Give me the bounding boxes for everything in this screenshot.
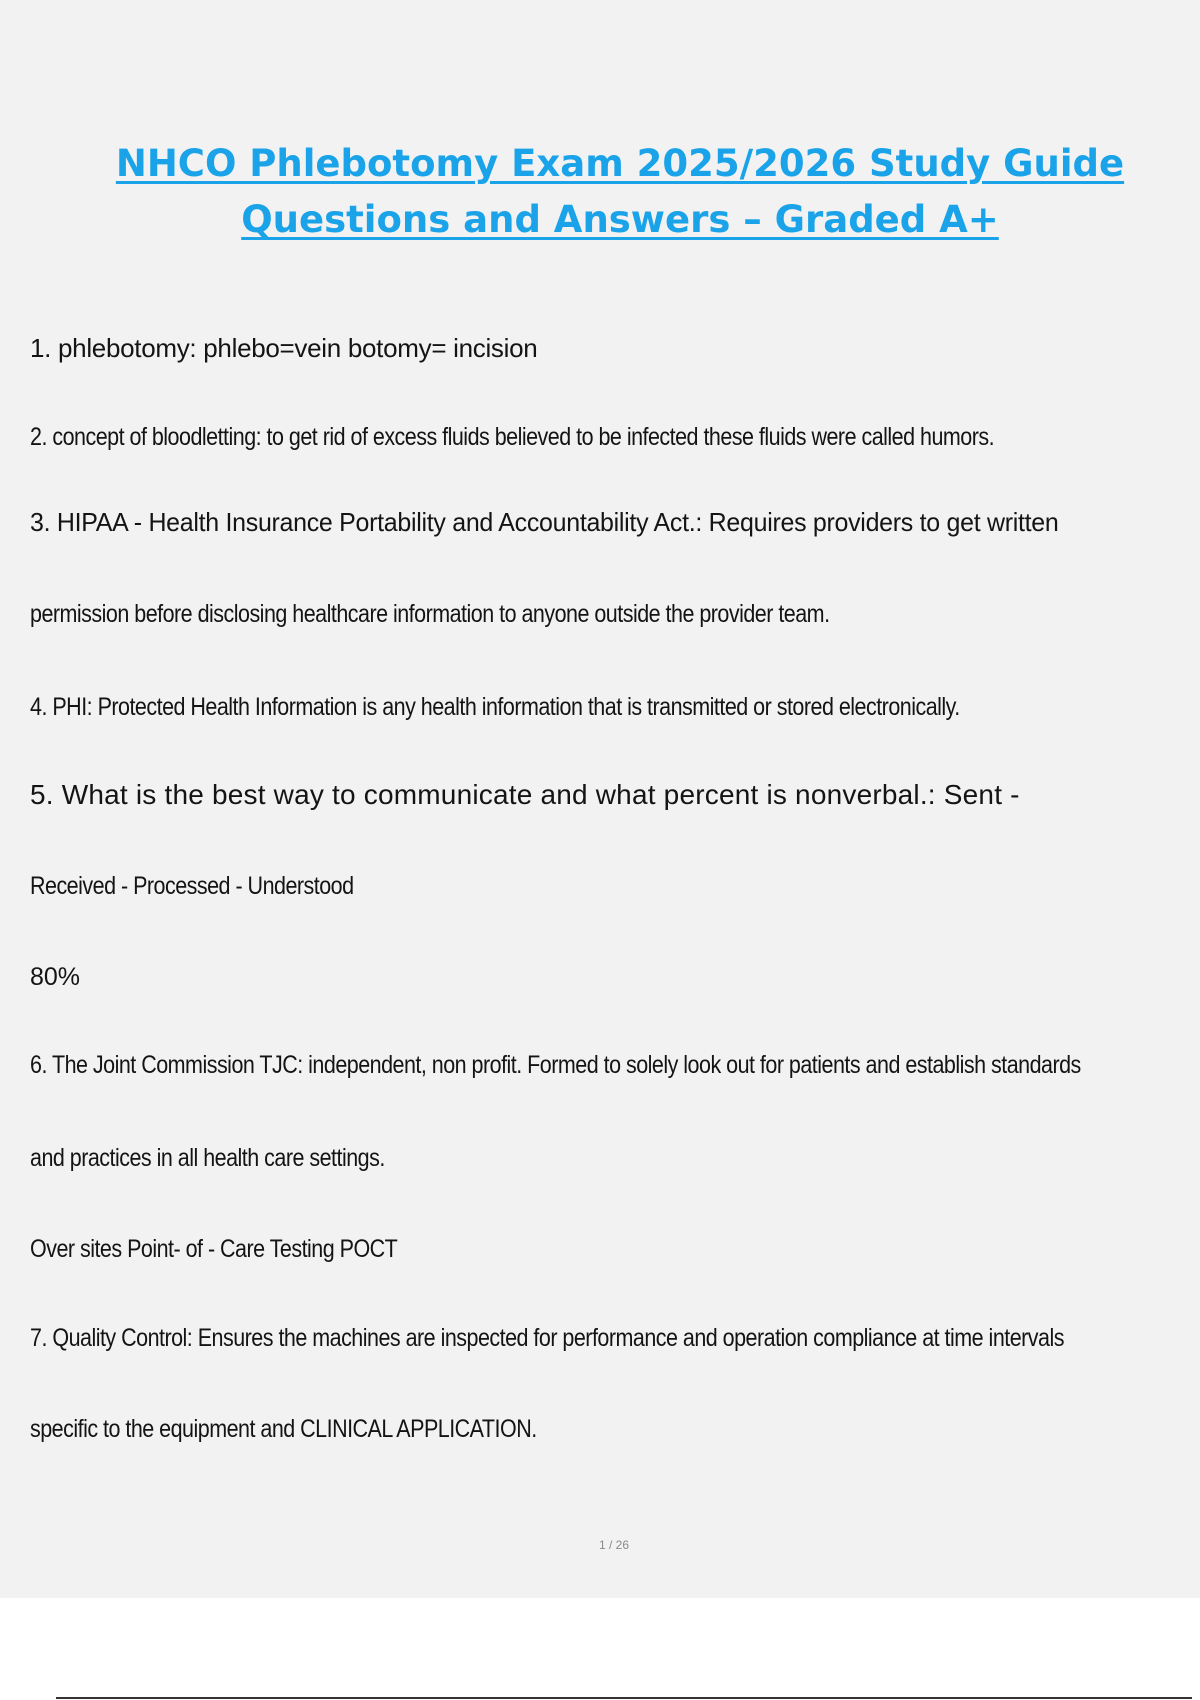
- qa-item-6-note: Over sites Point- of - Care Testing POCT: [30, 1235, 398, 1263]
- document-title-line-1: NHCO Phlebotomy Exam 2025/2026 Study Guide: [115, 142, 1125, 185]
- document-title: [40, 136, 1200, 248]
- qa-item-7: 7. Quality Control: Ensures the machines are inspected for performance and operation compliance at time intervals: [30, 1324, 1064, 1352]
- page-number: 1 / 26: [598, 1538, 630, 1552]
- qa-item-7-continued: specific to the equipment and CLINICAL APPLICATION.: [30, 1415, 537, 1443]
- qa-item-5-continued: Received - Processed - Understood: [30, 872, 354, 900]
- qa-item-4: 4. PHI: Protected Health Information is any health information that is transmitted or stored electronically.: [30, 693, 960, 721]
- qa-item-1: 1. phlebotomy: phlebo=vein botomy= incision: [30, 333, 538, 363]
- qa-item-3: 3. HIPAA - Health Insurance Portability and Accountability Act.: Requires providers to get written: [30, 507, 1059, 537]
- page-divider: [56, 1697, 1192, 1699]
- qa-item-6: 6. The Joint Commission TJC: independent, non profit. Formed to solely look out for patients and establish standards: [30, 1051, 1081, 1079]
- qa-item-6-continued: and practices in all health care settings.: [30, 1144, 385, 1172]
- qa-item-2: 2. concept of bloodletting: to get rid of excess fluids believed to be infected these fluids were called humors.: [30, 423, 995, 451]
- qa-item-5-percent: 80%: [30, 963, 81, 991]
- document-title-line-2: Questions and Answers – Graded A+: [241, 198, 999, 241]
- qa-item-5: 5. What is the best way to communicate and what percent is nonverbal.: Sent -: [30, 779, 1020, 810]
- qa-item-3-continued: permission before disclosing healthcare information to anyone outside the provider team.: [30, 600, 830, 628]
